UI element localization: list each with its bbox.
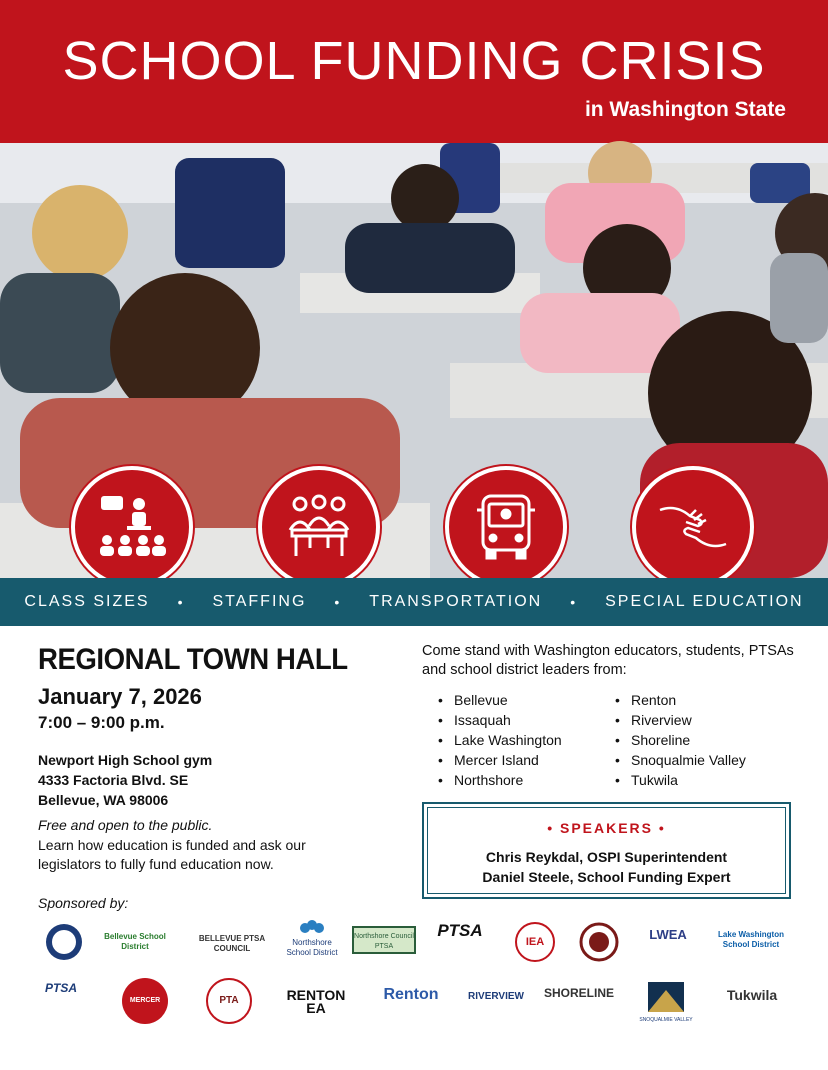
free-note: Free and open to the public. — [38, 817, 213, 833]
sponsor-logo-mercer-island: MERCER ISLAND — [122, 978, 168, 1024]
separator-dot: • — [177, 594, 185, 610]
bus-icon — [445, 466, 567, 588]
district-item: • Issaquah — [438, 710, 562, 730]
issue-label-class-sizes: CLASS SIZES — [24, 593, 150, 610]
sponsor-logo-lake-washington-ptsa: PTSA — [44, 981, 77, 995]
sponsor-logo-snoqualmie-valley: SNOQUALMIE VALLEY — [638, 982, 694, 1025]
district-item: • Mercer Island — [438, 750, 562, 770]
sponsor-logo-lake-washington-sd: Lake Washington School District — [718, 930, 784, 949]
district-item: • Northshore — [438, 770, 562, 790]
sponsor-logo-issaquah-ea: IEA — [515, 922, 557, 962]
sponsored-label: Sponsored by: — [38, 895, 129, 911]
sponsor-logo-northshore-sd: Northshore School District — [283, 920, 341, 958]
issue-label-transportation: TRANSPORTATION — [369, 593, 543, 610]
class-size-icon — [71, 466, 193, 588]
sponsor-logo-northshore-ptsa: Northshore Council PTSA — [352, 926, 416, 954]
issue-label-staffing: STAFFING — [212, 593, 307, 610]
district-item: • Bellevue — [438, 690, 562, 710]
event-title: REGIONAL TOWN HALL — [38, 643, 348, 676]
district-item: • Shoreline — [615, 730, 746, 750]
venue-name: Newport High School gym — [38, 752, 213, 768]
sponsor-logo-riverview-sd: RIVERVIEW — [468, 991, 524, 1002]
staffing-icon — [258, 466, 380, 588]
sponsor-logo-iea — [44, 922, 84, 964]
separator-dot: • — [334, 594, 342, 610]
speakers-title: • SPEAKERS • — [547, 820, 666, 836]
header-banner — [0, 0, 828, 143]
sponsor-logo-renton-ea: RENTON EA — [286, 987, 346, 1016]
event-time: 7:00 – 9:00 p.m. — [38, 713, 165, 732]
sponsor-logo-tukwila: Tukwila — [726, 987, 778, 1003]
invite-intro: Come stand with Washington educators, students, PTSAs and school district leaders from: — [422, 643, 794, 678]
sponsor-logo-bellevue-ptsa: BELLEVUE PTSA COUNCIL — [198, 934, 266, 953]
sponsor-logo-shoreline: SHORELINE — [544, 986, 615, 1000]
district-list-right — [615, 690, 746, 790]
speakers-box — [422, 802, 791, 899]
district-item: • Riverview — [615, 710, 746, 730]
district-list-left — [438, 690, 562, 790]
issues-band — [0, 578, 828, 626]
sponsor-logo-bellevue-sd: Bellevue School District — [104, 932, 166, 951]
issue-label-special-education: SPECIAL EDUCATION — [605, 593, 804, 610]
sponsor-logo-lwea: LWEA — [649, 927, 687, 942]
event-venue — [38, 750, 212, 810]
sponsor-logo-pta: PTA — [206, 978, 252, 1024]
speaker-item: Daniel Steele, School Funding Expert — [482, 869, 731, 885]
venue-city: Bellevue, WA 98006 — [38, 792, 169, 808]
sponsor-logo-newport-ptsa: PTSA — [437, 921, 483, 940]
district-item: • Snoqualmie Valley — [615, 750, 746, 770]
separator-dot: • — [570, 594, 578, 610]
sponsor-logo-renton-sd: Renton — [383, 986, 439, 1003]
venue-street: 4333 Factoria Blvd. SE — [38, 772, 189, 788]
district-item: • Tukwila — [615, 770, 746, 790]
learn-note: Learn how education is funded and ask our legislators to fully fund education now. — [38, 837, 306, 872]
district-item: • Renton — [615, 690, 746, 710]
district-item: • Lake Washington — [438, 730, 562, 750]
helping-hands-icon — [632, 466, 754, 588]
speaker-item: Chris Reykdal, OSPI Superintendent — [485, 849, 728, 865]
event-date: January 7, 2026 — [38, 684, 202, 709]
page-title: SCHOOL FUNDING CRISIS — [62, 31, 766, 91]
sponsor-logo-issaquah-ptsa — [578, 922, 620, 964]
page-subtitle: in Washington State — [584, 98, 786, 121]
